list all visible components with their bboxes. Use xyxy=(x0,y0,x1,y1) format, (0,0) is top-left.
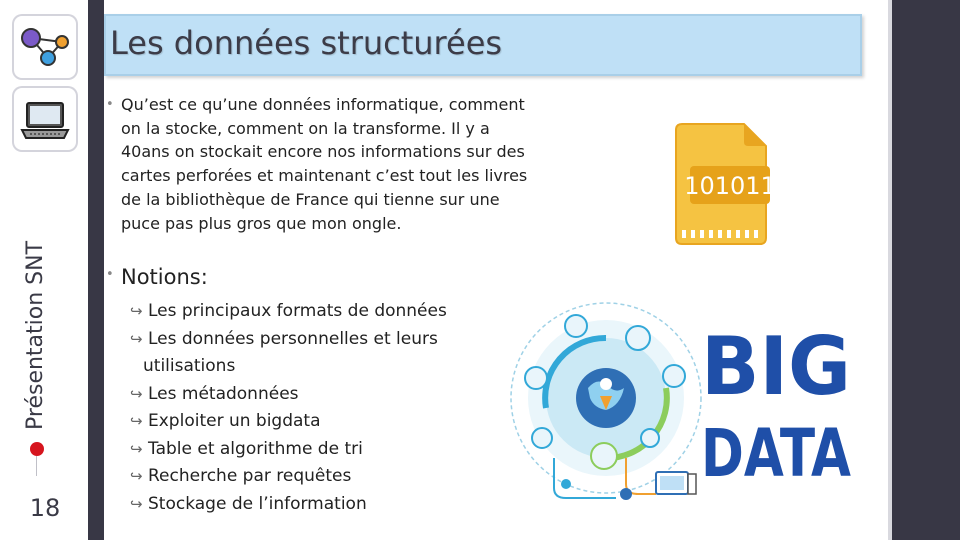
list-item-text: Exploiter un bigdata xyxy=(148,411,321,431)
bullet-dot: • xyxy=(106,267,114,282)
network-nodes-icon xyxy=(14,16,76,78)
curved-arrow-bullet-icon: ↪ xyxy=(130,494,143,513)
page-number: 18 xyxy=(29,494,61,522)
list-item-text: Recherche par requêtes xyxy=(148,466,352,486)
list-item-text: Les données personnelles et leurs xyxy=(148,328,438,349)
list-item xyxy=(130,491,480,519)
notions-heading xyxy=(106,265,208,289)
curved-arrow-bullet-icon: ↪ xyxy=(130,412,143,430)
notions-list xyxy=(130,298,480,518)
list-item-text: Stockage de l’information xyxy=(148,493,367,514)
big-data-logo xyxy=(698,318,858,492)
laptop-tile[interactable] xyxy=(14,88,76,150)
laptop-icon xyxy=(14,88,76,150)
curved-arrow-bullet-icon: ↪ xyxy=(130,329,143,348)
binary-file-icon xyxy=(672,120,776,248)
binary-text: 101011 xyxy=(684,172,776,200)
intro-paragraph xyxy=(106,93,536,235)
red-dot xyxy=(30,442,44,456)
right-edge-bar xyxy=(892,0,960,540)
curved-arrow-bullet-icon: ↪ xyxy=(130,384,143,403)
slide-title: Les données structurées xyxy=(110,24,503,62)
list-item-continuation: utilisations xyxy=(143,356,236,376)
sidebar-divider-bar xyxy=(88,0,104,540)
big-text: BIG xyxy=(701,320,851,413)
data-text: DATA xyxy=(701,415,851,492)
big-data-globe-illustration xyxy=(506,298,716,508)
list-item xyxy=(130,381,480,409)
list-item xyxy=(130,408,480,436)
notions-label: Notions: xyxy=(121,265,208,289)
list-item xyxy=(130,436,480,464)
bullet-dot: • xyxy=(106,97,114,112)
presentation-label: Présentation SNT xyxy=(23,240,48,430)
list-item-text: Les principaux formats de données xyxy=(148,301,447,321)
list-item xyxy=(130,463,480,491)
curved-arrow-bullet-icon: ↪ xyxy=(130,467,143,485)
curved-arrow-bullet-icon: ↪ xyxy=(130,439,143,458)
list-item xyxy=(130,326,480,381)
intro-text: Qu’est ce qu’une données informatique, comment on la stocke, comment on la transforme. Il y a 40ans on stockait encore nos informations sur des cartes perforées et maintenant c’est tout les livres de la bibliothèque de France qui tienne sur une puce pas plus gros que mon ongle. xyxy=(121,95,528,233)
curved-arrow-bullet-icon: ↪ xyxy=(130,302,143,320)
list-item xyxy=(130,298,480,326)
list-item-text: Les métadonnées xyxy=(148,383,299,404)
list-item-text: Table et algorithme de tri xyxy=(148,438,363,459)
network-tile[interactable] xyxy=(14,16,76,78)
sidebar-line xyxy=(36,456,37,476)
